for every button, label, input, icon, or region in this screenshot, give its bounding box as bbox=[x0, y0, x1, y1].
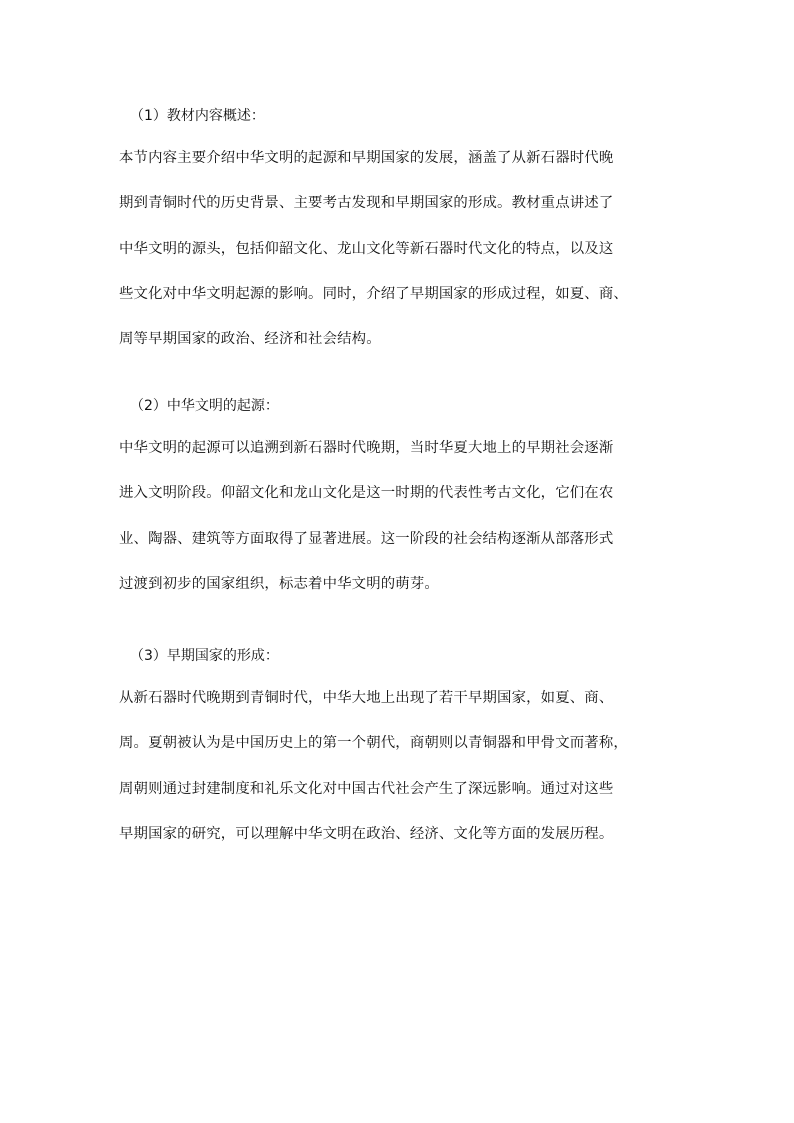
paragraph-line: 业、陶器、建筑等方面取得了显著进展。这一阶段的社会结构逐渐从部落形式 bbox=[119, 530, 614, 547]
paragraph-line: 中华文明的起源可以追溯到新石器时代晚期，当时华夏大地上的早期社会逐渐 bbox=[119, 440, 614, 456]
section-textbook-overview bbox=[119, 106, 689, 349]
paragraph-line: 进入文明阶段。仰韶文化和龙山文化是这一时期的代表性考古文化，它们在农 bbox=[119, 485, 614, 502]
paragraph-line: 中华文明的源头，包括仰韶文化、龙山文化等新石器时代文化的特点，以及这 bbox=[119, 240, 614, 257]
section-heading: （2）中华文明的起源： bbox=[130, 398, 279, 414]
paragraph-line: 本节内容主要介绍中华文明的起源和早期国家的发展，涵盖了从新石器时代晚 bbox=[119, 150, 614, 166]
paragraph-line: 周。夏朝被认为是中国历史上的第一个朝代，商朝则以青铜器和甲骨文而著称， bbox=[119, 735, 628, 752]
paragraph-line: 期到青铜时代的历史背景、主要考古发现和早期国家的形成。教材重点讲述了 bbox=[119, 195, 614, 212]
paragraph-line: 周等早期国家的政治、经济和社会结构。 bbox=[119, 331, 381, 348]
paragraph-line: 些文化对中华文明起源的影响。同时，介绍了早期国家的形成过程，如夏、商、 bbox=[119, 285, 628, 302]
section-early-states bbox=[119, 646, 689, 844]
section-heading: （3）早期国家的形成： bbox=[130, 648, 279, 664]
paragraph-line: 过渡到初步的国家组织，标志着中华文明的萌芽。 bbox=[119, 575, 439, 592]
section-heading: （1）教材内容概述： bbox=[130, 108, 265, 124]
paragraph-line: 从新石器时代晚期到青铜时代，中华大地上出现了若干早期国家，如夏、商、 bbox=[119, 690, 614, 706]
section-origin-of-civilization bbox=[119, 396, 689, 594]
paragraph-line: 早期国家的研究，可以理解中华文明在政治、经济、文化等方面的发展历程。 bbox=[119, 825, 614, 842]
paragraph-line: 周朝则通过封建制度和礼乐文化对中国古代社会产生了深远影响。通过对这些 bbox=[119, 780, 614, 797]
